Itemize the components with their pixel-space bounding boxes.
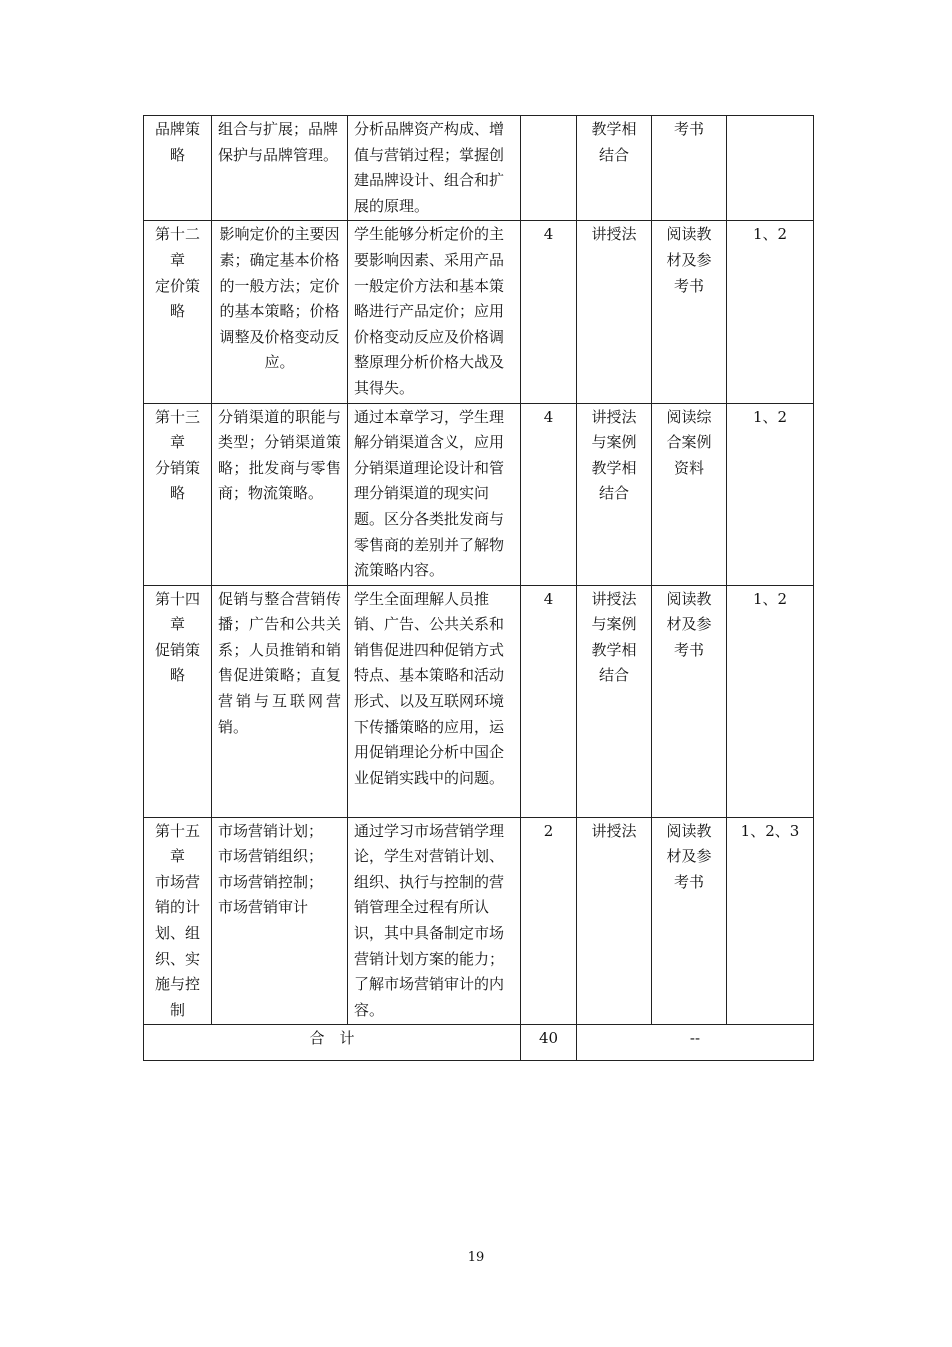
hours-cell: 4 — [521, 585, 577, 817]
chapter-cell: 第十四 章 促销策 略 — [144, 585, 212, 817]
total-hours: 40 — [521, 1025, 577, 1061]
table-row — [144, 221, 814, 403]
reading-cell: 阅读综 合案例 资料 — [652, 403, 727, 585]
method-cell: 讲授法 与案例 教学相 结合 — [577, 403, 652, 585]
table-row — [144, 403, 814, 585]
hours-cell: 4 — [521, 403, 577, 585]
objectives-cell: 分析品牌资产构成、增值与营销过程；掌握创建品牌设计、组合和扩展的原理。 — [348, 116, 521, 221]
method-cell: 讲授法 — [577, 221, 652, 403]
content-cell: 市场营销计划； 市场营销组织； 市场营销控制； 市场营销审计 — [212, 817, 348, 1025]
content-cell: 组合与扩展；品牌保护与品牌管理。 — [212, 116, 348, 221]
objectives-cell: 通过本章学习，学生理解分销渠道含义，应用分销渠道理论设计和管理分销渠道的现实问题。区分各类批发商与零售商的差别并了解物流策略内容。 — [348, 403, 521, 585]
syllabus-table — [143, 115, 814, 1061]
method-cell: 讲授法 — [577, 817, 652, 1025]
hours-cell — [521, 116, 577, 221]
reading-cell: 阅读教 材及参 考书 — [652, 817, 727, 1025]
content-cell: 促销与整合营销传播；广告和公共关系；人员推销和销售促进策略；直复营销与互联网营销。 — [212, 585, 348, 817]
reading-cell: 阅读教 材及参 考书 — [652, 221, 727, 403]
references-cell: 1、2 — [727, 221, 814, 403]
references-cell: 1、2 — [727, 403, 814, 585]
content-cell: 分销渠道的职能与类型；分销渠道策略；批发商与零售商；物流策略。 — [212, 403, 348, 585]
table-row — [144, 116, 814, 221]
table-row — [144, 585, 814, 817]
reading-cell: 阅读教 材及参 考书 — [652, 585, 727, 817]
chapter-cell: 第十二 章 定价策 略 — [144, 221, 212, 403]
objectives-cell: 通过学习市场营销学理论，学生对营销计划、组织、执行与控制的营销管理全过程有所认识，其中具备制定市场营销计划方案的能力；了解市场营销审计的内容。 — [348, 817, 521, 1025]
total-row — [144, 1025, 814, 1061]
content-cell: 影响定价的主要因素；确定基本价格的一般方法；定价的基本策略；价格调整及价格变动反应。 — [212, 221, 348, 403]
method-cell: 讲授法 与案例 教学相 结合 — [577, 585, 652, 817]
chapter-cell: 品牌策 略 — [144, 116, 212, 221]
references-cell — [727, 116, 814, 221]
reading-cell: 考书 — [652, 116, 727, 221]
references-cell: 1、2 — [727, 585, 814, 817]
hours-cell: 4 — [521, 221, 577, 403]
chapter-cell: 第十五 章 市场营 销的计 划、组 织、实 施与控 制 — [144, 817, 212, 1025]
total-label: 合 计 — [144, 1025, 521, 1061]
total-rest: -- — [577, 1025, 814, 1061]
references-cell: 1、2、3 — [727, 817, 814, 1025]
hours-cell: 2 — [521, 817, 577, 1025]
objectives-cell: 学生能够分析定价的主要影响因素、采用产品一般定价方法和基本策略进行产品定价；应用价格变动反应及价格调整原理分析价格大战及其得失。 — [348, 221, 521, 403]
chapter-cell: 第十三 章 分销策 略 — [144, 403, 212, 585]
page-number: 19 — [467, 1250, 485, 1265]
objectives-cell: 学生全面理解人员推销、广告、公共关系和销售促进四种促销方式特点、基本策略和活动形式、以及互联网环境下传播策略的应用，运用促销理论分析中国企业促销实践中的问题。 — [348, 585, 521, 817]
table-row — [144, 817, 814, 1025]
method-cell: 教学相 结合 — [577, 116, 652, 221]
